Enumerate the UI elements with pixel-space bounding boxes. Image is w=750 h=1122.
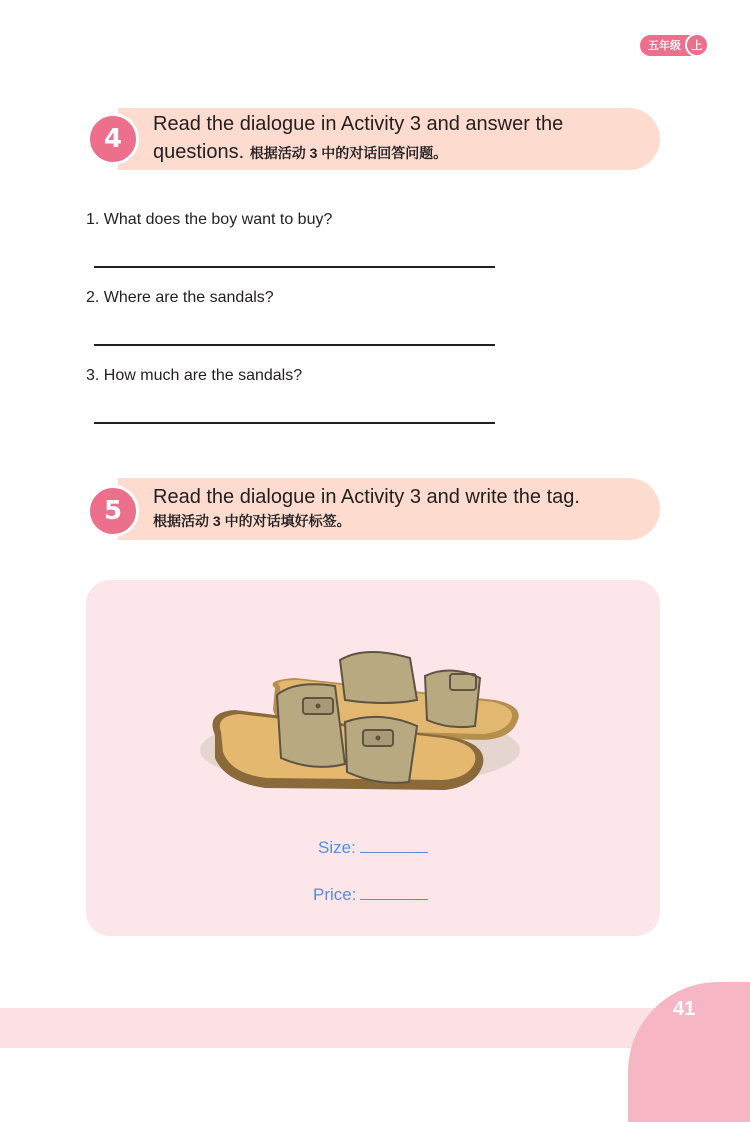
- question-2: 2. Where are the sandals?: [86, 289, 274, 306]
- activity-4-number: 4: [87, 113, 139, 165]
- page-number: 41: [673, 998, 696, 1020]
- activity-4-instruction-cn: 根据活动 3 中的对话回答问题。: [249, 145, 448, 161]
- grade-label: 五年级: [640, 35, 693, 56]
- question-1: 1. What does the boy want to buy?: [86, 211, 333, 228]
- price-label: Price:: [313, 885, 357, 904]
- size-field: [318, 838, 428, 858]
- sandals-icon: [195, 640, 535, 800]
- answer-line-3[interactable]: [94, 422, 495, 424]
- sandals-illustration: [195, 640, 535, 800]
- volume-label: 上: [685, 33, 709, 57]
- size-blank[interactable]: [360, 838, 428, 853]
- price-blank[interactable]: [360, 885, 428, 900]
- activity-4-instruction: [153, 110, 653, 167]
- question-3: 3. How much are the sandals?: [86, 367, 303, 384]
- activity-5-number: 5: [87, 485, 139, 537]
- activity-5-instruction: [153, 483, 653, 531]
- activity-5-instruction-cn: 根据活动 3 中的对话填好标签。: [153, 513, 351, 529]
- activity-5-instruction-en: Read the dialogue in Activity 3 and write the tag.: [153, 486, 580, 508]
- answer-line-2[interactable]: [94, 344, 495, 346]
- price-field: [313, 885, 428, 905]
- grade-tag: [640, 33, 709, 57]
- size-label: Size:: [318, 838, 356, 857]
- answer-line-1[interactable]: [94, 266, 495, 268]
- activity-4-instruction-en: Read the dialogue in Activity 3 and answer the questions.: [153, 113, 564, 163]
